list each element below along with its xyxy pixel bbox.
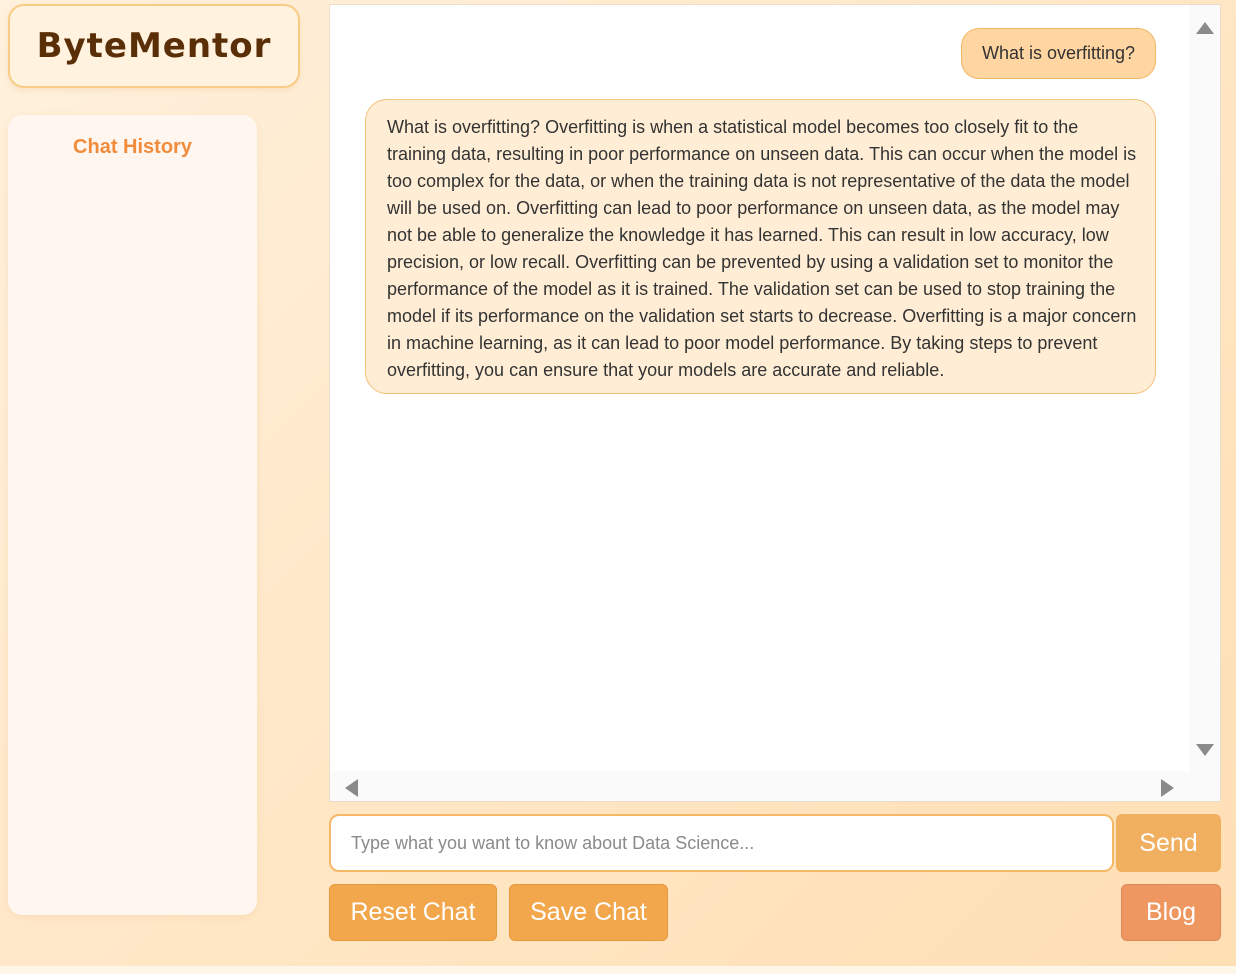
reset-chat-button[interactable]: Reset Chat: [329, 884, 497, 941]
assistant-message: [365, 99, 1156, 394]
vertical-scrollbar[interactable]: [1190, 5, 1220, 773]
scroll-left-arrow-icon[interactable]: [345, 779, 358, 797]
scroll-up-arrow-icon[interactable]: [1196, 22, 1214, 34]
logo-box: [8, 4, 300, 88]
scroll-right-arrow-icon[interactable]: [1161, 779, 1174, 797]
app-logo-title: ByteMentor: [36, 26, 272, 66]
page-bottom-strip: [0, 966, 1236, 974]
send-button[interactable]: Send: [1116, 814, 1221, 872]
chat-message-input[interactable]: [329, 814, 1114, 872]
blog-button[interactable]: Blog: [1121, 884, 1221, 941]
chat-history-sidebar: [8, 115, 257, 915]
chat-history-title: Chat History: [73, 136, 192, 158]
scrollbar-corner: [1190, 771, 1220, 801]
assistant-message-text: What is overfitting? Overfitting is when a statistical model becomes too closely fit to the training data, resulting in poor performance on unseen data. This can occur when the model is too complex for the data, or when the training data is not representative of the data the model will be used on. Overfitting can lead to poor performance on unseen data, as the model may not be able to generalize the knowledge it has learned. This can result in low accuracy, low precision, or low recall. Overfitting can be prevented by using a validation set to monitor the performance of the model as it is trained. The validation set can be used to stop training the model if its performance on the validation set starts to decrease. Overfitting is a major concern in machine learning, as it can lead to poor model performance. By taking steps to prevent overfitting, you can ensure that your models are accurate and reliable.: [387, 117, 1137, 380]
horizontal-scrollbar[interactable]: [330, 771, 1190, 801]
scroll-down-arrow-icon[interactable]: [1196, 744, 1214, 756]
user-message: [961, 28, 1156, 79]
chat-panel[interactable]: [329, 4, 1221, 802]
user-message-text: What is overfitting?: [981, 43, 1136, 63]
save-chat-button[interactable]: Save Chat: [509, 884, 668, 941]
